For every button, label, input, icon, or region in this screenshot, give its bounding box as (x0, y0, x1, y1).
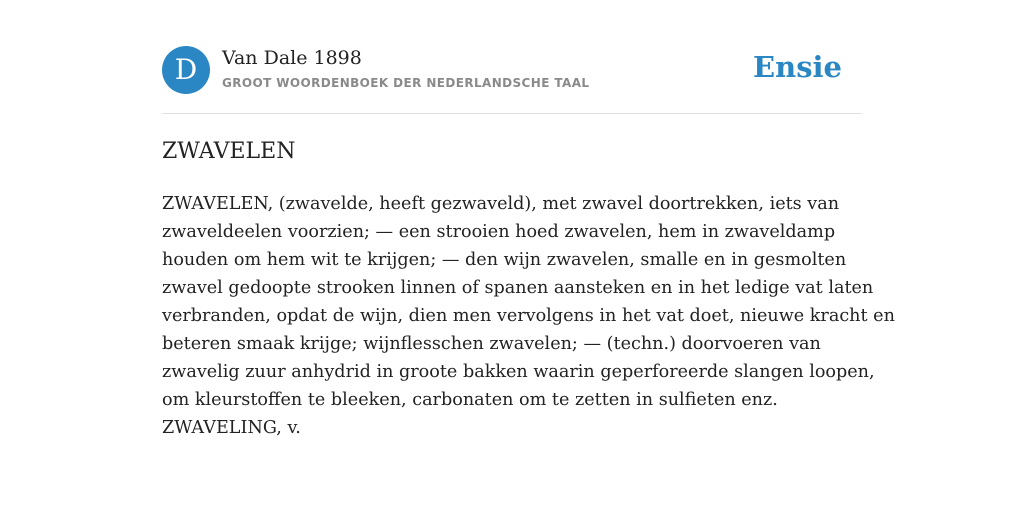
definition-line: houden om hem wit te krijgen; — den wijn zwavelen, smalle en in gesmolten (162, 250, 847, 270)
definition-line: zwavelig zuur anhydrid in groote bakken waarin geperforeerde slangen loopen, (162, 362, 875, 382)
definition-line: om kleurstoffen te bleeken, carbonaten om te zetten in sulfieten enz. (162, 390, 778, 410)
dictionary-card (162, 0, 895, 512)
definition-line: verbranden, opdat de wijn, dien men vervolgens in het vat doet, nieuwe kracht en (162, 306, 895, 326)
definition-line: beteren smaak krijge; wijnflesschen zwavelen; — (techn.) doorvoeren van (162, 334, 821, 354)
source-subtitle: GROOT WOORDENBOEK DER NEDERLANDSCHE TAAL (222, 76, 590, 90)
definition-line: zwavel gedoopte strooken linnen of spanen aansteken en in het ledige vat laten (162, 278, 874, 298)
entry-definition (162, 190, 895, 442)
source-title[interactable]: Van Dale 1898 (222, 47, 362, 69)
entry-headword: ZWAVELEN (162, 139, 296, 164)
brand-logo[interactable]: Ensie (753, 50, 842, 84)
card-header (162, 46, 862, 96)
definition-line: ZWAVELING, v. (162, 418, 301, 438)
source-avatar: D (162, 46, 210, 94)
definition-line: zwaveldeelen voorzien; — een strooien hoed zwavelen, hem in zwaveldamp (162, 222, 836, 242)
header-divider (162, 113, 862, 114)
definition-line: ZWAVELEN, (zwavelde, heeft gezwaveld), met zwavel doortrekken, iets van (162, 194, 840, 214)
